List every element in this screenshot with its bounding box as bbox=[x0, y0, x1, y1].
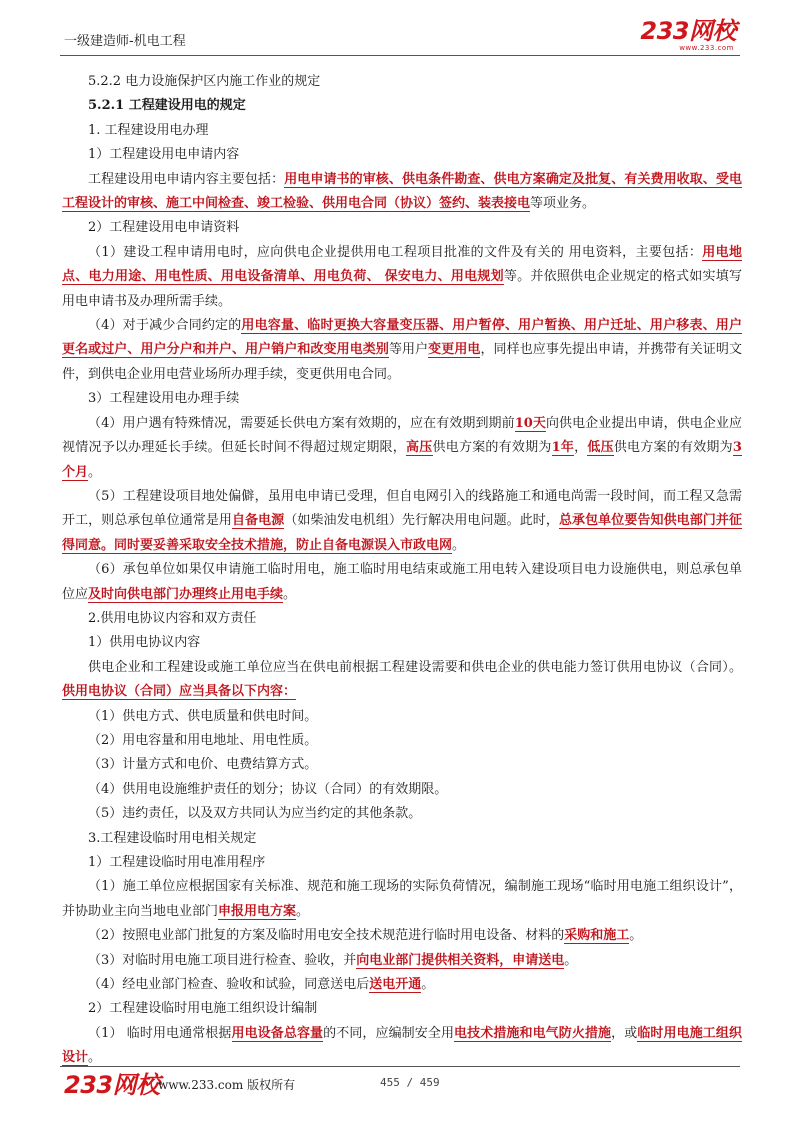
paragraph: （1）施工单位应根据国家有关标准、规范和施工现场的实际负荷情况，编制施工现场“临时用电施工组织设计”，并协助业主向当地电业部门申报用电方案。 bbox=[62, 879, 742, 919]
key-point: 供用电协议（合同）应当具备以下内容： bbox=[62, 684, 297, 700]
section-heading: 5.2.2 电力设施保护区内施工作业的规定 bbox=[88, 74, 321, 89]
key-point: 低压 bbox=[587, 440, 614, 456]
list-item: （5）违约责任，以及双方共同认为应当约定的其他条款。 bbox=[88, 806, 422, 822]
copyright-text: www.233.com 版权所有 bbox=[158, 1078, 296, 1092]
subsection-heading: 1）供用电协议内容 bbox=[88, 635, 201, 651]
key-point: 用电设备总容量 bbox=[231, 1025, 324, 1041]
subsection-heading: 2）工程建设用电申请资料 bbox=[88, 220, 240, 236]
key-point: 送电开通 bbox=[369, 977, 422, 993]
paragraph: （6）承包单位如果仅申请施工临时用电，施工临时用电结束或施工用电转入建设项目电力设施供电，则总承包单位应及时向供电部门办理终止用电手续。 bbox=[62, 562, 742, 602]
subsection-heading: 3.工程建设临时用电相关规定 bbox=[88, 830, 257, 846]
document-body bbox=[62, 70, 742, 1071]
header-title: 一级建造师-机电工程 bbox=[64, 34, 186, 49]
paragraph: （1）建设工程申请用电时，应向供电企业提供用电工程项目批准的文件及有关的 用电资料，主要包括：用电地点、电力用途、用电性质、用电设备清单、用电负荷、 保安电力、用电规划等。并依照供电企业规定的格式如实填写用电申请书及办理所需手续。 bbox=[62, 244, 742, 309]
brand-logo: 233网校 bbox=[64, 1071, 160, 1099]
key-point: 变更用电 bbox=[428, 342, 481, 358]
key-point: 用电申请书的审核、供电条件勘查、供电方案确定及批复、有关费用收取、受电工程设计的审核、施工中间检查、竣工检验、供用电合同（协议）签约、装表接电 bbox=[62, 171, 742, 212]
paragraph: （2）按照电业部门批复的方案及临时用电安全技术规范进行临时用电设备、材料的采购和施工。 bbox=[88, 928, 643, 944]
key-point: 1年 bbox=[551, 440, 575, 456]
subsection-heading: 1. 工程建设用电办理 bbox=[88, 122, 209, 138]
list-item: （1）供电方式、供电质量和供电时间。 bbox=[88, 708, 318, 724]
subsection-heading: 2）工程建设临时用电施工组织设计编制 bbox=[88, 1001, 318, 1017]
header-divider bbox=[60, 55, 740, 56]
key-point: 总承包单位要告知供电部门并征得同意。同时要妥善采取安全技术措施，防止自备电源误入市政电网 bbox=[62, 513, 742, 553]
footer-divider bbox=[60, 1066, 740, 1067]
subsection-heading: 1）工程建设临时用电准用程序 bbox=[88, 855, 266, 870]
key-point: 3个月 bbox=[62, 440, 742, 480]
paragraph: （4）经电业部门检查、验收和试验，同意送电后送电开通。 bbox=[88, 977, 435, 993]
section-heading: 5.2.1 工程建设用电的规定 bbox=[88, 98, 246, 114]
subsection-heading: 3）工程建设用电办理手续 bbox=[88, 391, 240, 407]
page-header bbox=[60, 18, 740, 56]
key-point: 临时用电施工组织设计 bbox=[62, 1025, 742, 1066]
key-point: 向电业部门提供相关资料，申请送电 bbox=[356, 952, 565, 968]
key-point: 用电地点、电力用途、用电性质、用电设备清单、用电负荷、 保安电力、用电规划 bbox=[62, 244, 742, 285]
page-footer bbox=[60, 1066, 740, 1106]
list-item: （3）计量方式和电价、电费结算方式。 bbox=[88, 757, 318, 773]
key-point: 10天 bbox=[514, 415, 546, 431]
brand-logo: 233网校 bbox=[640, 17, 736, 45]
key-point: 自备电源 bbox=[232, 513, 285, 529]
key-point: 电技术措施和电气防火措施 bbox=[454, 1025, 612, 1041]
key-point: 申报用电方案 bbox=[218, 903, 297, 919]
brand-logo-url: www.233.com bbox=[679, 44, 734, 52]
paragraph: （1） 临时用电通常根据用电设备总容量的不同，应编制安全用电技术措施和电气防火措施，或临时用电施工组织设计。 bbox=[62, 1025, 742, 1066]
paragraph: （5）工程建设项目地处偏僻，虽用电申请已受理，但自电网引入的线路施工和通电尚需一段时间，而工程又急需开工，则总承包单位通常是用自备电源（如柴油发电机组）先行解决用电问题。此时，总承包单位要告知供电部门并征得同意。同时要妥善采取安全技术措施，防止自备电源误入市政电网。 bbox=[62, 488, 742, 553]
paragraph: （4）对于减少合同约定的用电容量、临时更换大容量变压器、用户暂停、用户暂换、用户迁址、用户移表、用户更名或过户、用户分户和并户、用户销户和改变用电类别等用户变更用电，同样也应事先提出申请，并携带有关证明文件，到供电企业用电营业场所办理手续，变更供用电合同。 bbox=[62, 318, 742, 382]
subsection-heading: 1）工程建设用电申请内容 bbox=[88, 147, 240, 163]
list-item: （2）用电容量和用电地址、用电性质。 bbox=[88, 732, 318, 748]
paragraph: （3）对临时用电施工项目进行检查、验收，并向电业部门提供相关资料，申请送电。 bbox=[88, 952, 578, 968]
key-point: 高压 bbox=[406, 440, 433, 456]
key-point: 用电容量、临时更换大容量变压器、用户暂停、用户暂换、用户迁址、用户移表、用户更名或过户、用户分户和并户、用户销户和改变用电类别 bbox=[62, 318, 742, 358]
key-point: 及时向供电部门办理终止用电手续 bbox=[88, 586, 284, 602]
paragraph: 供电企业和工程建设或施工单位应当在供电前根据工程建设需要和供电企业的供电能力签订供用电协议（合同）。供用电协议（合同）应当具备以下内容： bbox=[62, 659, 742, 700]
paragraph: （4）用户遇有特殊情况，需要延长供电方案有效期的，应在有效期到期前10天向供电企业提出申请，供电企业应视情况予以办理延长手续。但延长时间不得超过规定期限，高压供电方案的有效期为1年，低压供电方案的有效期为3个月。 bbox=[62, 415, 742, 480]
key-point: 采购和施工 bbox=[564, 928, 630, 944]
paragraph: 工程建设用电申请内容主要包括：用电申请书的审核、供电条件勘查、供电方案确定及批复、有关费用收取、受电工程设计的审核、施工中间检查、竣工检验、供用电合同（协议）签约、装表接电等项业务。 bbox=[62, 171, 742, 212]
list-item: （4）供用电设施维护责任的划分；协议（合同）的有效期限。 bbox=[88, 781, 448, 797]
page-number: 455 / 459 bbox=[380, 1076, 440, 1089]
subsection-heading: 2.供用电协议内容和双方责任 bbox=[88, 610, 257, 626]
